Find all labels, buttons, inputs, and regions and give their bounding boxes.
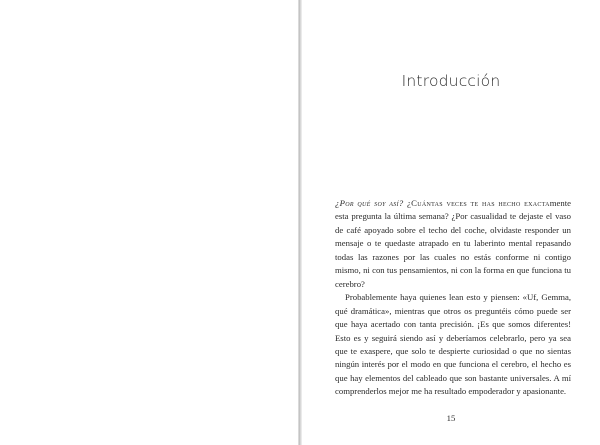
right-page — [302, 0, 600, 445]
paragraph-2: Probablemente haya quienes lean esto y piensen: «Uf, Gemma, qué dramática», mientras que otros os preguntéis cómo puede ser que haya acertado con tanta precisión. ¡Es que somos diferentes! Esto es y seguirá siendo así y deberíamos celebrarlo, pero ya sea que te exaspere, que solo te despierte curiosidad o que no sientas ningún interés por el modo en que funciona el cerebro, el hecho es que hay elementos del cableado que son bastante universales. A mí comprenderlos mejor me ha resultado empoderador y apasionante. — [335, 292, 571, 397]
chapter-title: Introducción — [401, 72, 501, 90]
lead-question: ¿Por qué soy así? — [335, 198, 404, 208]
paragraph-1-rest: mente esta pregunta la última semana? ¿Por casualidad te dejaste el vaso de café apoyado sobre el techo del coche, olvidaste responder un mensaje o te quedaste atrapado en tu laberinto mental repasando todas las razones por las cuales no estás conforme ni contigo mismo, ni con tus pensamientos, ni con la forma en que funciona tu cerebro? — [335, 198, 572, 289]
page-number: 15 — [446, 413, 456, 423]
paragraph-1 — [335, 197, 571, 291]
left-page-blank — [0, 0, 298, 445]
body-text — [335, 197, 571, 399]
lead-smallcaps: ¿Cuántas veces te has hecho exacta — [403, 198, 550, 208]
